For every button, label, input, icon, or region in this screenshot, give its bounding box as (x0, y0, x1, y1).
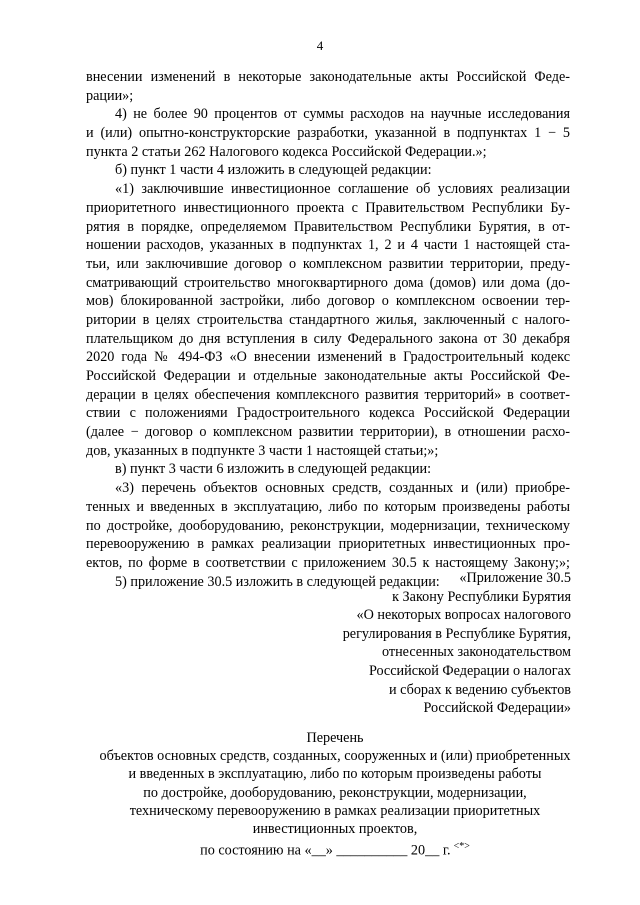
text-line: в) пункт 3 части 6 изложить в следующей редакции: (115, 461, 432, 478)
main-text (86, 68, 570, 591)
text-line: мов) блокированной застройки, либо договор о комплексном освоении тер- (86, 293, 570, 310)
appendix-line: отнесенных законодательством (381, 644, 571, 661)
text-line: 5) приложение 30.5 изложить в следующей редакции: (115, 573, 440, 590)
appendix-line: Российской Федерации» (423, 700, 571, 717)
text-line: тенных и введенных в эксплуатацию, либо по которым произведены работы (86, 498, 570, 515)
text-line: Российской Федерации и отдельные законодательные акты Российской Фе- (86, 368, 570, 384)
title-heading: Перечень (306, 730, 364, 746)
text-line: «3) перечень объектов основных средств, созданных и (или) приобре- (115, 480, 570, 497)
text-line: дерации в целях обеспечения комплексного развития территорий» в соответ- (86, 386, 570, 403)
text-line: ритории в целях строительства стандартного жилья, заключенный с налого- (86, 311, 570, 328)
appendix-header (300, 569, 571, 718)
title-line: и введенных в эксплуатацию, либо по которым произведены работы (128, 766, 542, 783)
text-line: пункта 2 статьи 262 Налогового кодекса Российской Федерации.»; (86, 143, 487, 160)
text-line: тьи, или заключившие договор о комплексном развитии территории, преду- (86, 255, 570, 272)
list-title (60, 729, 610, 859)
text-line: внесении изменений в некоторые законодательные акты Российской Феде- (86, 69, 570, 85)
text-line: ношении расходов, указанных в подпунктах 1, 2 и 4 части 1 настоящей ста- (86, 237, 570, 254)
title-line: по состоянию на «__» __________ 20__ г. <*> (200, 841, 470, 859)
appendix-line: «О некоторых вопросах налогового (356, 607, 571, 624)
appendix-line: и сборах к ведению субъектов (389, 681, 571, 698)
appendix-line: Российской Федерации о налогах (368, 662, 571, 679)
title-line: по достройке, дооборудованию, реконструкции, модернизации, (143, 784, 527, 801)
text-line: 4) не более 90 процентов от суммы расходов на научные исследования (115, 106, 570, 123)
text-line: перевооружению в рамках реализации приоритетных инвестиционных про- (86, 536, 570, 553)
text-line: по достройке, дооборудованию, реконструкции, модернизации, техническому (86, 517, 570, 534)
appendix-line: «Приложение 30.5 (459, 570, 571, 586)
title-line: техническому перевооружению в рамках реализации приоритетных (129, 802, 541, 819)
text-line: сматривающий строительство многоквартирного дома (домов) или дома (до- (86, 274, 570, 291)
text-line: рации»; (86, 87, 134, 104)
text-line: ствии с положениями Градостроительного кодекса Российской Федерации (86, 405, 570, 422)
text-line: «1) заключившие инвестиционное соглашение об условиях реализации (115, 181, 570, 198)
text-line: и (или) опытно-конструкторские разработки, указанной в подпунктах 1 − 5 (86, 125, 570, 142)
appendix-line: регулирования в Республике Бурятия, (342, 625, 571, 642)
text-line: приоритетного инвестиционного проекта с Правительством Республики Бу- (86, 199, 570, 216)
text-line: 2020 года № 494-ФЗ «О внесении изменений в Градостроительный кодекс (86, 349, 570, 366)
text-line: (далее − договор о комплексном развитии территории), в отношении расхо- (86, 424, 570, 441)
text-line: рятия в порядке, определяемом Правительством Республики Бурятия, в от- (86, 218, 570, 235)
title-line: объектов основных средств, созданных, сооруженных и (или) приобретенных (99, 748, 571, 765)
text-line: дов, указанных в подпункте 3 части 1 настоящей статьи;»; (86, 442, 439, 459)
text-line: ектов, по форме в соответствии с приложением 30.5 к настоящему Закону;»; (86, 554, 570, 571)
text-line: б) пункт 1 части 4 изложить в следующей редакции: (115, 162, 432, 179)
title-line: инвестиционных проектов, (252, 820, 418, 837)
page-number: 4 (316, 38, 324, 53)
appendix-line: к Закону Республики Бурятия (392, 588, 571, 605)
text-line: плательщиком до дня вступления в силу Федерального закона от 30 декабря (86, 330, 570, 347)
footnote-symbol: <*> (453, 841, 470, 853)
